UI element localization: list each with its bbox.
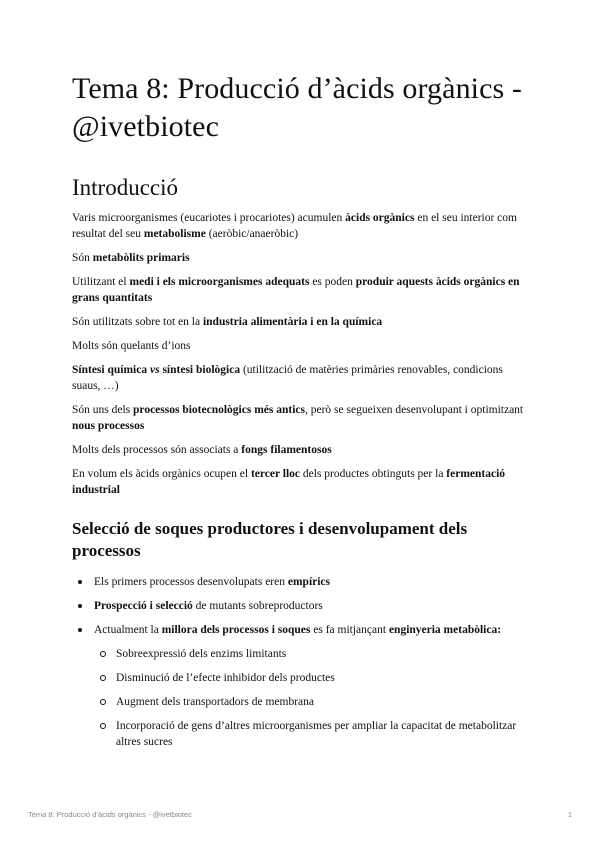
page-number: 1 (567, 810, 572, 819)
text-run: , però se segueixen desenvolupant i optimitzant (305, 404, 524, 416)
text-run: metabolisme (143, 228, 206, 240)
intro-paragraph-6 (72, 362, 534, 394)
text-run: Molts són quelants d’ions (72, 340, 191, 352)
intro-paragraph-2 (72, 250, 534, 266)
text-run: es fa mitjançant (310, 624, 389, 636)
text-run: millora dels processos i soques (161, 624, 311, 636)
text-run: Disminució de l’efecte inhibidor dels productes (116, 672, 335, 684)
sub-list-item (72, 670, 534, 686)
text-run: tercer lloc (250, 468, 301, 480)
text-run: Són uns dels (72, 404, 134, 416)
intro-heading: Introducció (72, 175, 179, 200)
text-run: industria alimentària i en la química (202, 316, 383, 328)
text-run: empírics (287, 576, 331, 588)
list-item (72, 574, 534, 590)
text-run: Els primers processos desenvolupats eren (94, 576, 288, 588)
bullet-list (72, 574, 534, 750)
text-run: Són (72, 252, 93, 264)
intro-paragraph-8 (72, 442, 534, 458)
text-run: fongs filamentosos (241, 444, 332, 456)
text-run: Incorporació de gens d’altres microorganismes per ampliar la capacitat de metabolitzar altres sucres (116, 720, 517, 748)
text-run: Augment dels transportadors de membrana (116, 696, 314, 708)
intro-paragraph-9 (72, 466, 534, 498)
text-run: de mutants sobreproductors (192, 600, 323, 612)
sub-list-item (72, 718, 534, 750)
text-run: àcids orgànics (345, 212, 415, 224)
intro-paragraph-5 (72, 338, 534, 354)
text-run: medi i els microorganismes adequats (129, 276, 310, 288)
text-run: fermentació industrial (72, 468, 506, 496)
text-run: Prospecció i selecció (94, 600, 193, 612)
text-run: nous processos (72, 420, 145, 432)
text-run: enginyeria metabòlica: (388, 624, 502, 636)
text-run: produir aquests àcids orgànics en grans quantitats (72, 276, 520, 304)
footer-text: Tema 8: Producció d’àcids orgànics - @ivetbiotec (28, 810, 192, 819)
text-run: dels productes obtinguts per la (300, 468, 447, 480)
text-run: Actualment la (94, 624, 162, 636)
section-heading: Selecció de soques productores i desenvolupament dels processos (72, 519, 468, 560)
text-run: es poden (309, 276, 356, 288)
intro-paragraph-1 (72, 210, 534, 242)
text-run: Són utilitzats sobre tot en la (72, 316, 203, 328)
sub-list-item (72, 694, 534, 710)
intro-paragraph-4 (72, 314, 534, 330)
text-run: (utilització de matèries primàries renovables, condicions suaus, …) (72, 364, 503, 392)
text-run: Molts dels processos són associats a (72, 444, 242, 456)
document-page (72, 70, 534, 758)
text-run: (aeròbic/anaeròbic) (205, 228, 299, 240)
text-run: processos biotecnològics més antics (133, 404, 305, 416)
sub-list-item (72, 646, 534, 662)
text-run: Sobreexpressió dels enzims limitants (116, 648, 287, 660)
text-run: En volum els àcids orgànics ocupen el (72, 468, 251, 480)
text-run: síntesi biològica (162, 364, 241, 376)
text-run: vs (147, 364, 163, 376)
intro-paragraph-7 (72, 402, 534, 434)
text-run: Utilitzant el (72, 276, 130, 288)
intro-paragraph-3 (72, 274, 534, 306)
list-item (72, 598, 534, 614)
text-run: metabòlits primaris (92, 252, 190, 264)
text-run: Síntesi química (72, 364, 148, 376)
text-run: Varis microorganismes (eucariotes i procariotes) acumulen (72, 212, 346, 224)
page-title: Tema 8: Producció d’àcids orgànics - @ivetbiotec (72, 72, 522, 143)
list-item (72, 622, 534, 638)
page-footer (28, 810, 572, 819)
text-run: en el seu interior com resultat del seu (72, 212, 517, 240)
